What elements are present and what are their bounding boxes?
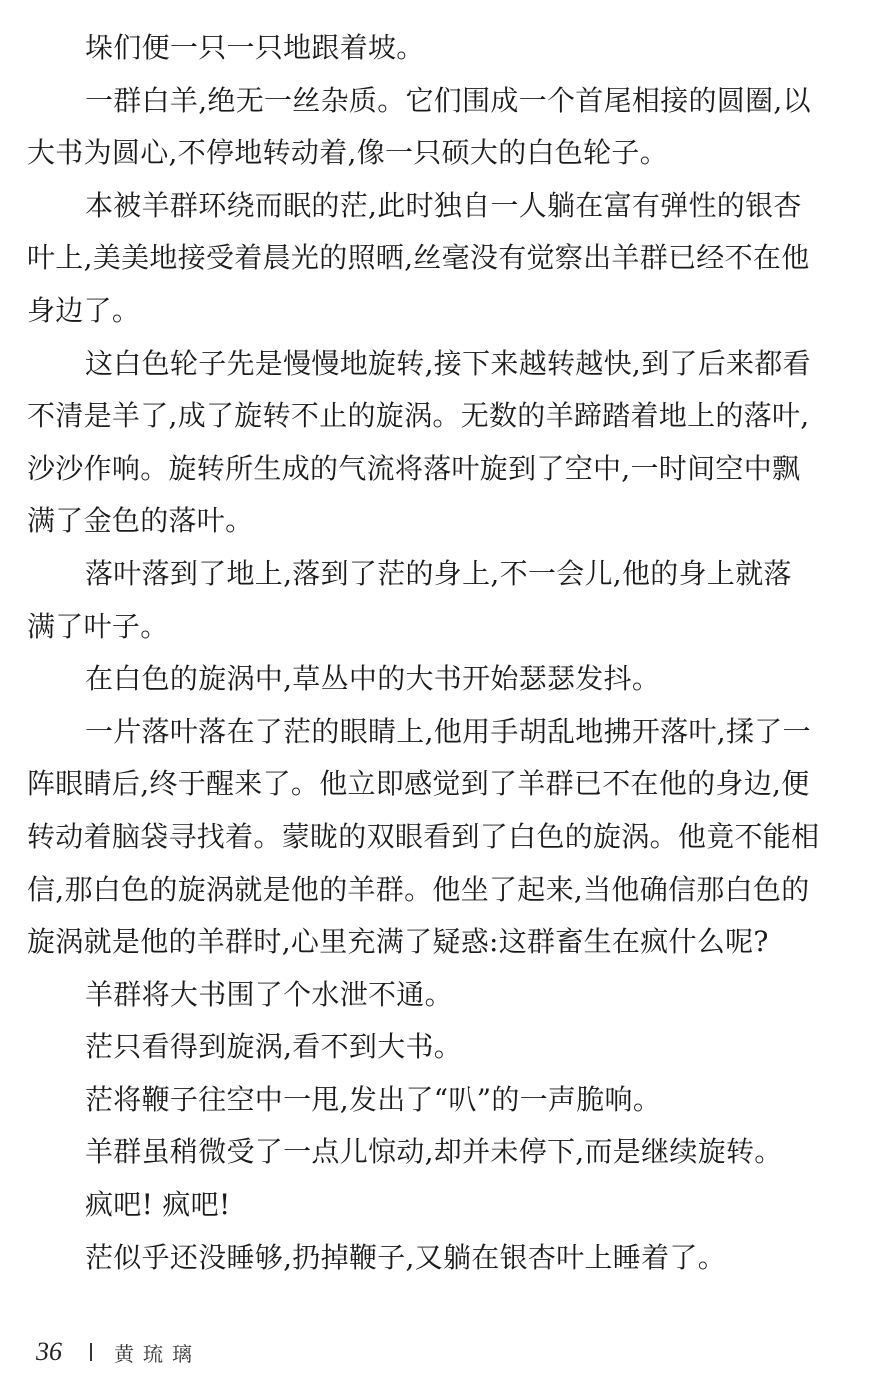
- text-line: 一片落叶落在了茫的眼睛上,他用手胡乱地拂开落叶,揉了一: [85, 714, 811, 748]
- text-line: 满了金色的落叶。: [27, 504, 254, 538]
- text-line: 羊群虽稍微受了一点儿惊动,却并未停下,而是继续旋转。: [85, 1135, 783, 1169]
- text-line: 在白色的旋涡中,草丛中的大书开始瑟瑟发抖。: [85, 662, 661, 696]
- text-line: 转动着脑袋寻找着。蒙眬的双眼看到了白色的旋涡。他竟不能相: [27, 819, 820, 853]
- text-line: 大书为圆心,不停地转动着,像一只硕大的白色轮子。: [27, 136, 669, 170]
- author-name: 黄琉璃: [114, 1341, 201, 1366]
- text-line: 茫将鞭子往空中一甩,发出了“叭”的一声脆响。: [85, 1082, 662, 1116]
- text-line: 疯吧! 疯吧!: [85, 1188, 231, 1222]
- text-line: 茫只看得到旋涡,看不到大书。: [85, 1030, 463, 1064]
- text-line: 一群白羊,绝无一丝杂质。它们围成一个首尾相接的圆圈,以: [85, 83, 811, 117]
- page-body: [27, 22, 841, 1284]
- text-line: 落叶落到了地上,落到了茫的身上,不一会儿,他的身上就落: [85, 556, 792, 590]
- text-line: 阵眼睛后,终于醒来了。他立即感觉到了羊群已不在他的身边,便: [27, 767, 810, 801]
- text-line: 叶上,美美地接受着晨光的照晒,丝毫没有觉察出羊群已经不在他: [27, 241, 810, 275]
- text-line: 这白色轮子先是慢慢地旋转,接下来越转越快,到了后来都看: [85, 346, 811, 380]
- text-line: 身边了。: [27, 293, 141, 327]
- text-line: 沙沙作响。旋转所生成的气流将落叶旋到了空中,一时间空中飘: [27, 451, 801, 485]
- text-line: 茫似乎还没睡够,扔掉鞭子,又躺在银杏叶上睡着了。: [85, 1240, 727, 1274]
- text-line: 旋涡就是他的羊群时,心里充满了疑惑:这群畜生在疯什么呢?: [27, 925, 769, 959]
- text-line: 满了叶子。: [27, 609, 169, 643]
- page-number: 36: [36, 1337, 62, 1366]
- footer-divider: [90, 1343, 92, 1361]
- text-line: 不清是羊了,成了旋转不止的旋涡。无数的羊蹄踏着地上的落叶,: [27, 399, 810, 433]
- text-line: 垛们便一只一只地跟着坡。: [85, 31, 425, 64]
- page-footer: [36, 1332, 201, 1372]
- text-line: 羊群将大书围了个水泄不通。: [85, 977, 453, 1011]
- text-line: 信,那白色的旋涡就是他的羊群。他坐了起来,当他确信那白色的: [27, 872, 810, 906]
- text-line: 本被羊群环绕而眠的茫,此时独自一人躺在富有弹性的银杏: [85, 188, 802, 222]
